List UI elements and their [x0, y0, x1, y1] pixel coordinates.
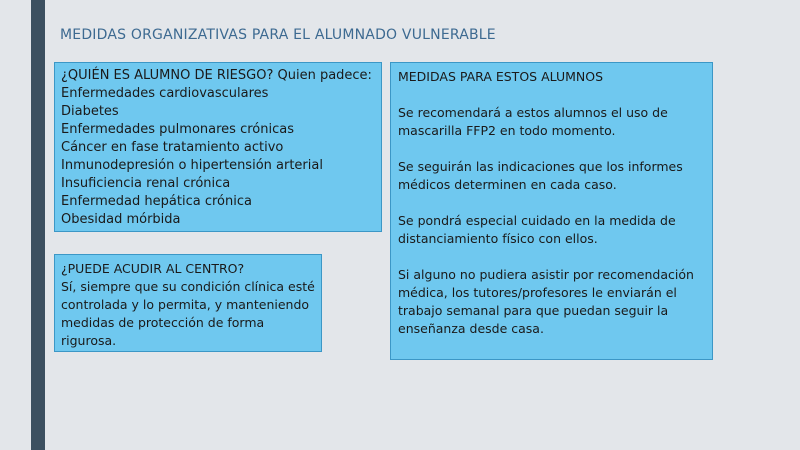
risk-item: Obesidad mórbida	[61, 212, 181, 227]
measures-box	[390, 62, 713, 360]
risk-item: Enfermedades cardiovasculares	[61, 86, 269, 101]
measures-paragraph: Se pondrá especial cuidado en la medida de distanciamiento físico con ellos.	[398, 213, 676, 246]
measures-heading: MEDIDAS PARA ESTOS ALUMNOS	[398, 69, 604, 84]
measures-paragraph: Se seguirán las indicaciones que los informes médicos determinen en cada caso.	[398, 159, 683, 192]
measures-paragraph: Se recomendará a estos alumnos el uso de mascarilla FFP2 en todo momento.	[398, 105, 668, 138]
risk-item: Enfermedad hepática crónica	[61, 194, 252, 209]
attendance-box	[54, 254, 322, 352]
left-accent-bar	[31, 0, 45, 450]
risk-item: Enfermedades pulmonares crónicas	[61, 122, 294, 137]
attendance-heading: ¿PUEDE ACUDIR AL CENTRO?	[61, 261, 245, 276]
attendance-body: Sí, siempre que su condición clínica esté controlada y lo permita, y manteniendo medidas de protección de forma rigurosa.	[61, 279, 315, 348]
risk-item: Insuficiencia renal crónica	[61, 176, 231, 191]
slide-title: MEDIDAS ORGANIZATIVAS PARA EL ALUMNADO VULNERABLE	[60, 27, 496, 43]
risk-item: Diabetes	[61, 104, 119, 119]
risk-heading: ¿QUIÉN ES ALUMNO DE RIESGO? Quien padece:	[61, 68, 372, 83]
risk-item: Cáncer en fase tratamiento activo	[61, 140, 284, 155]
risk-item: Inmunodepresión o hipertensión arterial	[61, 158, 323, 173]
risk-box	[54, 62, 382, 232]
measures-paragraph: Si alguno no pudiera asistir por recomendación médica, los tutores/profesores le enviarán el trabajo semanal para que puedan seguir la enseñanza desde casa.	[398, 267, 694, 336]
